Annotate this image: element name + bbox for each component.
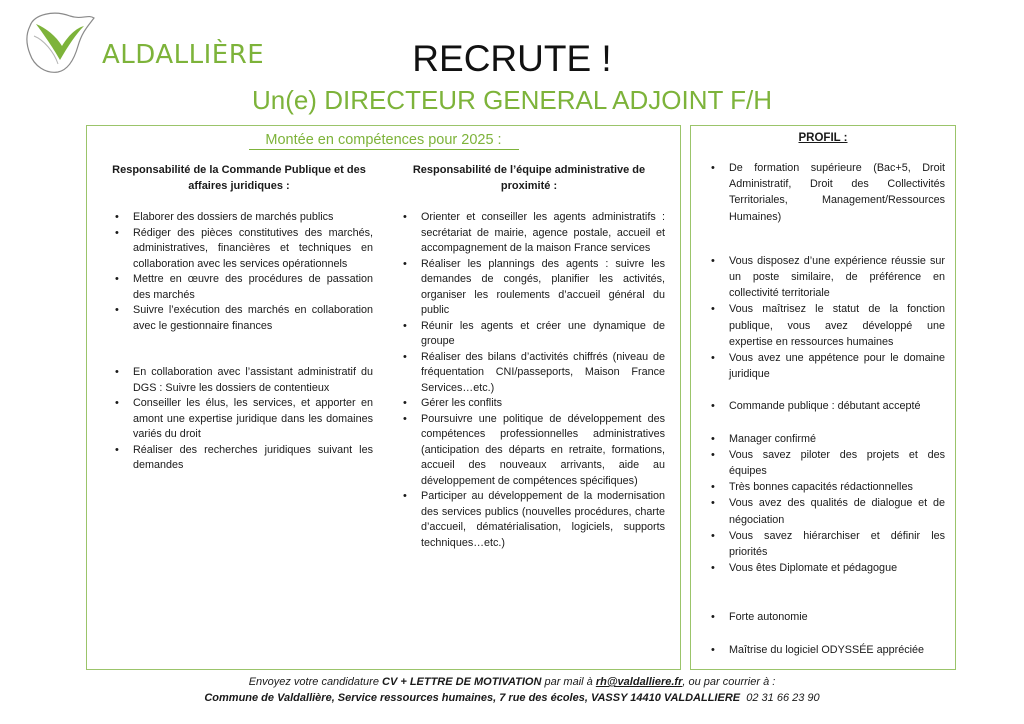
list-item: • Forte autonomie	[701, 609, 945, 625]
list-item: • Vous avez une appétence pour le domaine juridique	[701, 350, 945, 382]
list-item: • Très bonnes capacités rédactionnelles	[701, 479, 945, 495]
phone-number: 02 31 66 23 90	[746, 692, 820, 704]
section-title: Montée en compétences pour 2025 :	[87, 132, 680, 150]
list-item: • Réaliser des recherches juridiques suivant les demandes	[105, 443, 373, 474]
list-item: • De formation supérieure (Bac+5, Droit Administratif, Droit des Collectivités Territoriales, Management/Ressources Humaines)	[701, 160, 945, 225]
list-admin-team	[393, 210, 665, 551]
list-item: • Vous disposez d’une expérience réussie sur un poste similaire, de préférence en collectivité territoriale	[701, 253, 945, 302]
list-legal	[105, 365, 373, 474]
list-item: • Vous savez piloter des projets et des équipes	[701, 447, 945, 479]
list-item: • En collaboration avec l’assistant administratif du DGS : Suivre les dossiers de contentieux	[105, 365, 373, 396]
column-public-procurement	[105, 162, 373, 474]
list-item: • Orienter et conseiller les agents administratifs : secrétariat de mairie, agence postale, accueil et accompagnement de la maison France services	[393, 210, 665, 257]
list-item: • Vous savez hiérarchiser et définir les priorités	[701, 528, 945, 560]
list-item: • Participer au développement de la modernisation des services publics (nouvelles procédures, charte d’accueil, dématérialisation, logiciels, supports techniques…etc.)	[393, 489, 665, 551]
list-item: • Elaborer des dossiers de marchés publics	[105, 210, 373, 226]
postal-address: Commune de Valdallière, Service ressources humaines, 7 rue des écoles, VASSY 14410 VALDALLIERE	[204, 692, 741, 704]
list-item: • Vous êtes Diplomate et pédagogue	[701, 560, 945, 576]
page-subtitle: Un(e) DIRECTEUR GENERAL ADJOINT F/H	[251, 85, 773, 115]
list-item: • Réaliser des bilans d’activités chiffrés (niveau de fréquentation CNI/passeports, Maison France Services…etc.)	[393, 350, 665, 397]
column-admin-team	[393, 162, 665, 551]
list-item: • Rédiger des pièces constitutives des marchés, administratives, financières et techniques en collaboration avec les services opérationnels	[105, 226, 373, 273]
list-item: • Commande publique : débutant accepté	[701, 398, 945, 414]
logo-text: ALDALLIÈRE	[102, 40, 265, 70]
profile-list	[701, 160, 945, 658]
list-item: • Réaliser les plannings des agents : suivre les demandes de congés, planifier les activités, organiser les roulements d’accueil général du public	[393, 257, 665, 319]
profile-title: PROFIL :	[798, 132, 848, 144]
email-link[interactable]: rh@valdalliere.fr	[595, 676, 683, 688]
list-item: • Vous maîtrisez le statut de la fonction publique, vous avez développé une expertise en ressources humaines	[701, 301, 945, 350]
profile-box	[690, 125, 956, 670]
list-item: • Suivre l’exécution des marchés en collaboration avec le gestionnaire finances	[105, 303, 373, 334]
column-heading: Responsabilité de la Commande Publique et des affaires juridiques :	[112, 164, 366, 192]
column-heading: Responsabilité de l’équipe administrative de proximité :	[412, 164, 646, 192]
responsibilities-box	[86, 125, 681, 670]
list-item: • Conseiller les élus, les services, et apporter en amont une expertise juridique dans les domaines variés du droit	[105, 396, 373, 443]
list-item: • Mettre en œuvre des procédures de passation des marchés	[105, 272, 373, 303]
footer-address-line	[0, 692, 1024, 704]
footer-application-line: Envoyez votre candidature CV + LETTRE DE MOTIVATION par mail à rh@valdalliere.fr, ou par courrier à :	[248, 676, 776, 688]
list-procurement	[105, 210, 373, 334]
list-item: • Réunir les agents et créer une dynamique de groupe	[393, 319, 665, 350]
list-item: • Maîtrise du logiciel ODYSSÉE appréciée	[701, 642, 945, 658]
list-item: • Poursuivre une politique de développement des compétences professionnelles administratives (anticipation des départs en retraite, formations, accueil des nouveaux arrivants, aide au développement de compétences spécifiques)	[393, 412, 665, 490]
list-item: • Manager confirmé	[701, 431, 945, 447]
list-item: • Gérer les conflits	[393, 396, 665, 412]
page-title: RECRUTE !	[412, 38, 612, 79]
list-item: • Vous avez des qualités de dialogue et de négociation	[701, 495, 945, 527]
